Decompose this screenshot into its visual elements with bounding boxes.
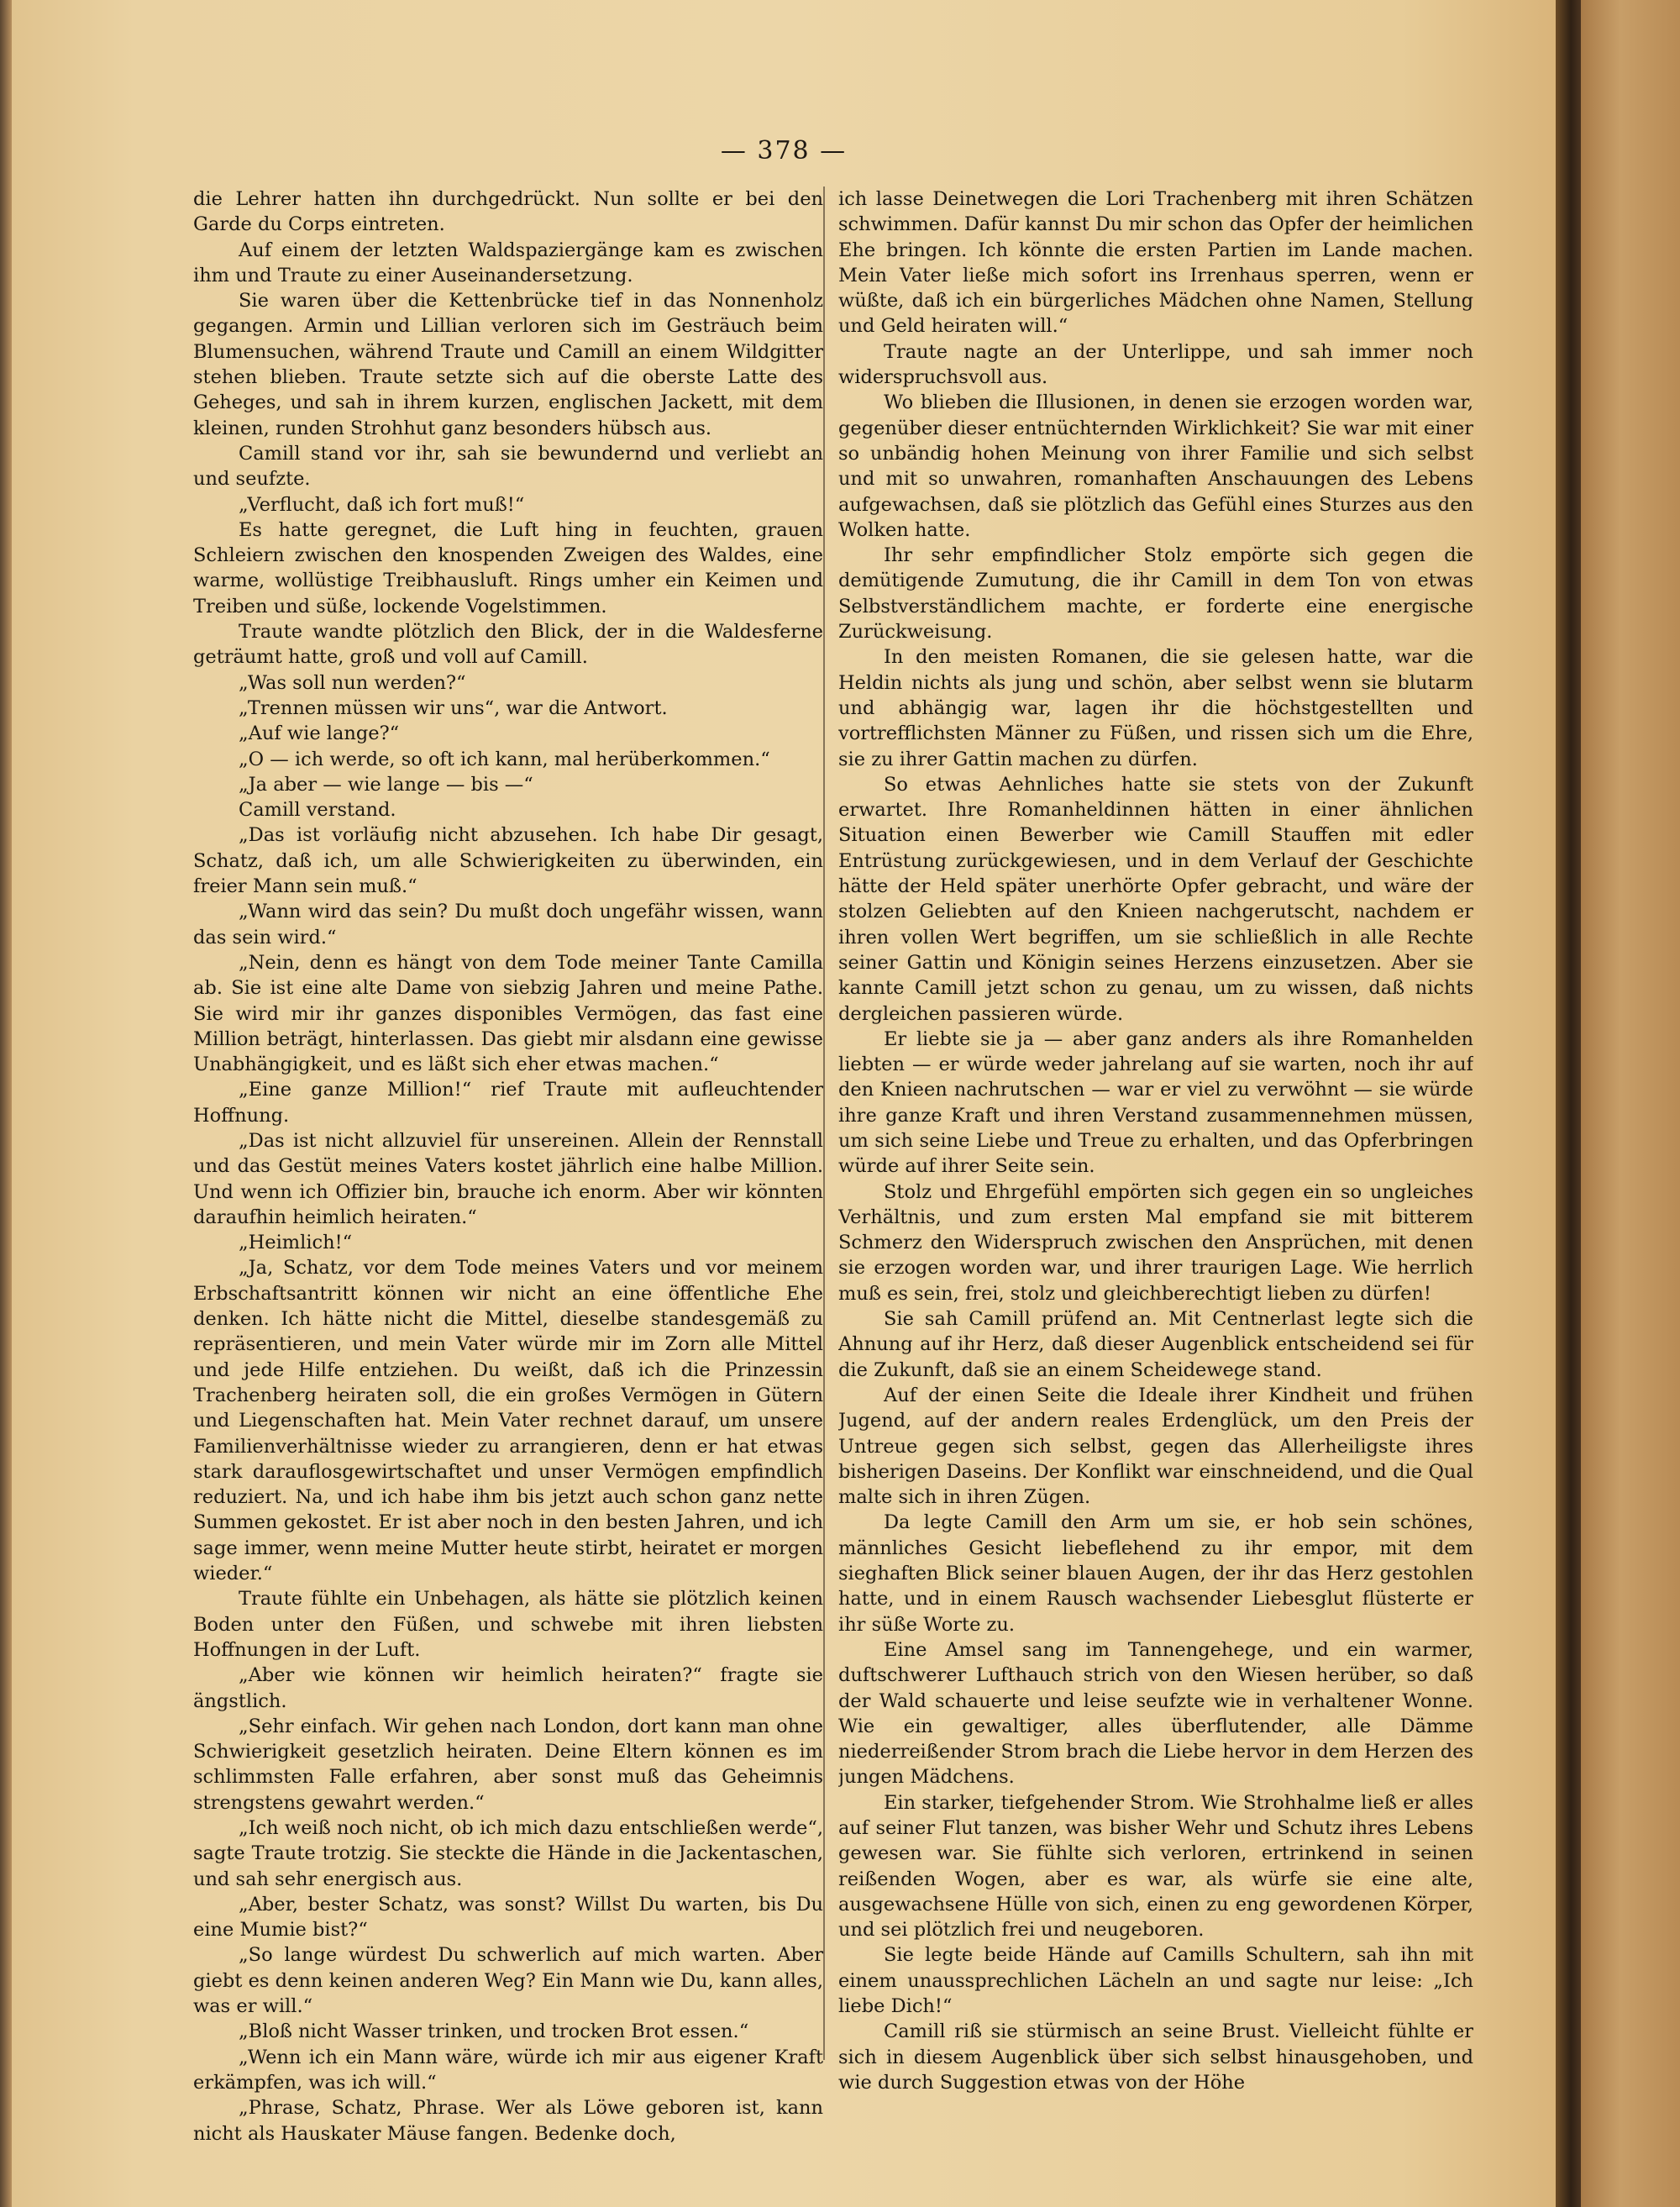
paragraph: In den meisten Romanen, die sie gelesen hatte, war die Heldin nichts als jung und schön, aber selbst wenn sie blutarm und abhängig war, lagen ihr die höchstgestellten und vortrefflichsten Männer zu Füßen, und rissen sich um die Ehre, sie zu ihrer Gattin machen zu dürfen. xyxy=(838,646,1473,770)
paragraph: Ihr sehr empfindlicher Stolz empörte sich gegen die demütigende Zumutung, die ihr Camill in dem Ton von etwas Selbstverständlichem machte, er forderte eine energische Zurückweisung. xyxy=(838,544,1473,644)
page-number: — 378 — xyxy=(720,136,848,166)
paragraph: Sie waren über die Kettenbrücke tief in das Nonnenholz gegangen. Armin und Lillian verloren sich im Gesträuch beim Blumensuchen, während Traute und Camill an einem Wildgitter stehen blieben. Traute setzte sich auf die oberste Latte des Geheges, und sah in ihrem kurzen, englischen Jackett, mit dem kleinen, runden Strohhut ganz besonders hübsch aus. xyxy=(193,290,823,439)
paragraph: „Aber wie können wir heimlich heiraten?“ fragte sie ängstlich. xyxy=(193,1664,823,1712)
paragraph: Traute nagte an der Unterlippe, und sah immer noch widerspruchsvoll aus. xyxy=(838,340,1473,389)
paragraph: Auf einem der letzten Waldspaziergänge kam es zwischen ihm und Traute zu einer Auseinandersetzung. xyxy=(193,239,823,286)
paragraph: Traute fühlte ein Unbehagen, als hätte sie plötzlich keinen Boden unter den Füßen, und schwebe mit ihren liebsten Hoffnungen in der Luft. xyxy=(193,1588,823,1661)
paragraph: „Auf wie lange?“ xyxy=(239,723,400,745)
paragraph: So etwas Aehnliches hatte sie stets von der Zukunft erwartet. Ihre Romanheldinnen hätten in einer ähnlichen Situation einen Bewerber wie Camill Stauffen mit edler Entrüstung zurückgewiesen, und in dem Verlauf der Geschichte hätte der Held später unerhörte Opfer gebracht, und wäre der stolzen Geliebten auf den Knieen nachgerutscht, nachdem er ihren vollen Wert begriffen, um sie schließlich in alle Rechte seiner Gattin und Königin seines Herzens einzusetzen. Aber sie kannte Camill jetzt schon zu genau, um zu wissen, daß nichts dergleichen passieren würde. xyxy=(838,773,1473,1025)
column-divider xyxy=(823,187,825,2060)
paragraph: Sie legte beide Hände auf Camills Schultern, sah ihn mit einem unaussprechlichen Lächeln an und sagte nur leise: „Ich liebe Dich!“ xyxy=(838,1944,1473,2018)
paragraph: „Ich weiß noch nicht, ob ich mich dazu entschließen werde“, sagte Traute trotzig. Sie steckte die Hände in die Jackentaschen, und sah sehr energisch aus. xyxy=(193,1817,823,1890)
paragraph: Wo blieben die Illusionen, in denen sie erzogen worden war, gegenüber dieser entnüchternden Wirklichkeit? Sie war mit einer so unbändig hohen Meinung von ihrer Familie und sich selbst und mit so unwahren, romanhaften Anschauungen des Lebens aufgewachsen, daß sie plötzlich das Gefühl eines Sturzes aus den Wolken hatte. xyxy=(838,391,1473,541)
paragraph: Camill riß sie stürmisch an seine Brust. Vielleicht fühlte er sich in diesem Augenblick über sich selbst hinausgehoben, und wie durch Suggestion etwas von der Höhe xyxy=(838,2020,1473,2094)
paragraph: „Ja aber — wie lange — bis —“ xyxy=(239,773,533,796)
paragraph: „So lange würdest Du schwerlich auf mich warten. Aber giebt es denn keinen anderen Weg? Ein Mann wie Du, kann alles, was er will.“ xyxy=(193,1944,823,2018)
book-page xyxy=(12,0,1556,2207)
paragraph: Er liebte sie ja — aber ganz anders als ihre Romanhelden liebten — er würde weder jahrelang auf sie warten, noch ihr auf den Knieen nachrutschen — war er viel zu verwöhnt — sie würde ihre ganze Kraft und ihren Verstand zusammennehmen müssen, um sich seine Liebe und Treue zu erhalten, und das Opferbringen würde auf ihrer Seite sein. xyxy=(838,1027,1473,1178)
paragraph: „Das ist nicht allzuviel für unsereinen. Allein der Rennstall und das Gestüt meines Vaters kostet jährlich eine halbe Million. Und wenn ich Offizier bin, brauche ich enorm. Aber wir könnten daraufhin heimlich heiraten.“ xyxy=(193,1129,823,1228)
paragraph: Sie sah Camill prüfend an. Mit Centnerlast legte sich die Ahnung auf ihr Herz, daß dieser Augenblick entscheidend sei für die Zukunft, daß sie an einem Scheidewege stand. xyxy=(838,1308,1473,1381)
paragraph: „Was soll nun werden?“ xyxy=(239,671,466,694)
paragraph: „Phrase, Schatz, Phrase. Wer als Löwe geboren ist, kann nicht als Hauskater Mäuse fangen. Bedenke doch, xyxy=(193,2097,823,2145)
paragraph: „Wenn ich ein Mann wäre, würde ich mir aus eigener Kraft erkämpfen, was ich will.“ xyxy=(193,2046,823,2094)
paragraph: Camill stand vor ihr, sah sie bewundernd und verliebt an und seufzte. xyxy=(193,442,823,491)
paragraph: „Wann wird das sein? Du mußt doch ungefähr wissen, wann das sein wird.“ xyxy=(193,901,823,948)
paragraph: „Heimlich!“ xyxy=(239,1232,353,1254)
paragraph: „Ja, Schatz, vor dem Tode meines Vaters und vor meinem Erbschaftsantritt können wir nicht an eine öffentliche Ehe denken. Ich hätte nicht die Mittel, dieselbe standesgemäß zu repräsentieren, und mein Vater würde mir im Zorn alle Mittel und jede Hilfe entziehen. Du weißt, daß ich die Prinzessin Trachenberg heiraten soll, die ein großes Vermögen in Gütern und Liegenschaften hat. Mein Vater rechnet darauf, um unsere Familienverhältnisse wieder zu arrangieren, denn er hat etwas stark darauflosgewirtschaftet und unser Vermögen empfindlich reduziert. Na, und ich habe ihm bis jetzt auch schon ganz nette Summen gekostet. Er ist aber noch in den besten Jahren, und ich sage immer, wenn meine Mutter heute stirbt, heiratet er morgen wieder.“ xyxy=(193,1257,823,1585)
paragraph: Camill verstand. xyxy=(239,799,396,822)
book-gutter xyxy=(1556,0,1581,2207)
text-column-right xyxy=(838,187,1473,2186)
paragraph: „O — ich werde, so oft ich kann, mal herüberkommen.“ xyxy=(239,748,770,770)
paragraph: „Verflucht, daß ich fort muß!“ xyxy=(239,493,525,516)
paragraph: „Bloß nicht Wasser trinken, und trocken Brot essen.“ xyxy=(239,2020,749,2043)
paragraph: „Nein, denn es hängt von dem Tode meiner Tante Camilla ab. Sie ist eine alte Dame von siebzig Jahren und meine Pathe. Sie wird mir ihr ganzes disponibles Vermögen, das fast eine Million beträgt, hinterlassen. Das giebt mir alsdann eine gewisse Unabhängigkeit, und es läßt sich eher etwas machen.“ xyxy=(193,951,823,1076)
paragraph: „Das ist vorläufig nicht abzusehen. Ich habe Dir gesagt, Schatz, daß ich, um alle Schwierigkeiten zu überwinden, ein freier Mann sein muß.“ xyxy=(193,824,823,898)
paragraph: Es hatte geregnet, die Luft hing in feuchten, grauen Schleiern zwischen den knospenden Zweigen des Waldes, eine warme, wollüstige Treibhausluft. Rings umher ein Keimen und Treiben und süße, lockende Vogelstimmen. xyxy=(193,518,823,617)
book-left-edge xyxy=(0,0,12,2207)
paragraph: Eine Amsel sang im Tannengehege, und ein warmer, duftschwerer Lufthauch strich von den Wiesen herüber, so daß der Wald schauerte und leise seufzte wie in verhaltener Wonne. Wie ein gewaltiger, alles überflutender, alle Dämme niederreißender Strom brach die Liebe hervor in dem Herzen des jungen Mädchens. xyxy=(838,1638,1473,1789)
text-column-left xyxy=(193,187,823,2186)
paragraph: ich lasse Deinetwegen die Lori Trachenberg mit ihren Schätzen schwimmen. Dafür kannst Du mir schon das Opfer der heimlichen Ehe bringen. Ich könnte die ersten Partien im Lande machen. Mein Vater ließe mich sofort ins Irrenhaus sperren, wenn er wüßte, daß ich ein bürgerliches Mädchen ohne Namen, Stellung und Geld heiraten will.“ xyxy=(838,188,1473,338)
paragraph: Traute wandte plötzlich den Blick, der in die Waldesferne geträumt hatte, groß und voll auf Camill. xyxy=(193,621,823,669)
paragraph: Auf der einen Seite die Ideale ihrer Kindheit und frühen Jugend, auf der andern reales Erdenglück, um den Preis der Untreue gegen sich selbst, gegen das Allerheiligste ihres bisherigen Daseins. Der Konflikt war einschneidend, und die Qual malte sich in ihren Zügen. xyxy=(838,1384,1473,1509)
paragraph: Stolz und Ehrgefühl empörten sich gegen ein so ungleiches Verhältnis, und zum ersten Mal empfand sie mit bitterem Schmerz den Widerspruch zwischen den Ansprüchen, mit denen sie erzogen worden war, und ihrer traurigen Lage. Wie herrlich muß es sein, frei, stolz und gleichberechtigt lieben zu dürfen! xyxy=(838,1180,1473,1305)
paragraph: Ein starker, tiefgehender Strom. Wie Strohhalme ließ er alles auf seiner Flut tanzen, was bisher Wehr und Schutz ihres Lebens gewesen war. Sie fühlte sich verloren, ertrinkend in seinen reißenden Wogen, aber es war, als würfe sie eine alte, ausgewachsene Hülle von sich, einen zu eng gewordenen Körper, und sei plötzlich frei und neugeboren. xyxy=(838,1791,1473,1942)
paragraph: Da legte Camill den Arm um sie, er hob sein schönes, männliches Gesicht liebeflehend zu ihr empor, mit dem sieghaften Blick seiner blauen Augen, der ihr das Herz gestohlen hatte, und in einem Rausch wachsender Liebesglut flüsterte er ihr süße Worte zu. xyxy=(838,1511,1473,1636)
next-page-edge xyxy=(1581,0,1680,2207)
paragraph: „Sehr einfach. Wir gehen nach London, dort kann man ohne Schwierigkeit gesetzlich heiraten. Deine Eltern können es im schlimmsten Falle erfahren, aber sonst muß das Geheimnis strengstens gewahrt werden.“ xyxy=(193,1715,823,1814)
paragraph: „Eine ganze Million!“ rief Traute mit aufleuchtender Hoffnung. xyxy=(193,1079,823,1127)
paragraph: die Lehrer hatten ihn durchgedrückt. Nun sollte er bei den Garde du Corps eintreten. xyxy=(193,188,823,236)
paragraph: „Trennen müssen wir uns“, war die Antwort. xyxy=(239,696,668,719)
paragraph: „Aber, bester Schatz, was sonst? Willst Du warten, bis Du eine Mumie bist?“ xyxy=(193,1893,823,1942)
